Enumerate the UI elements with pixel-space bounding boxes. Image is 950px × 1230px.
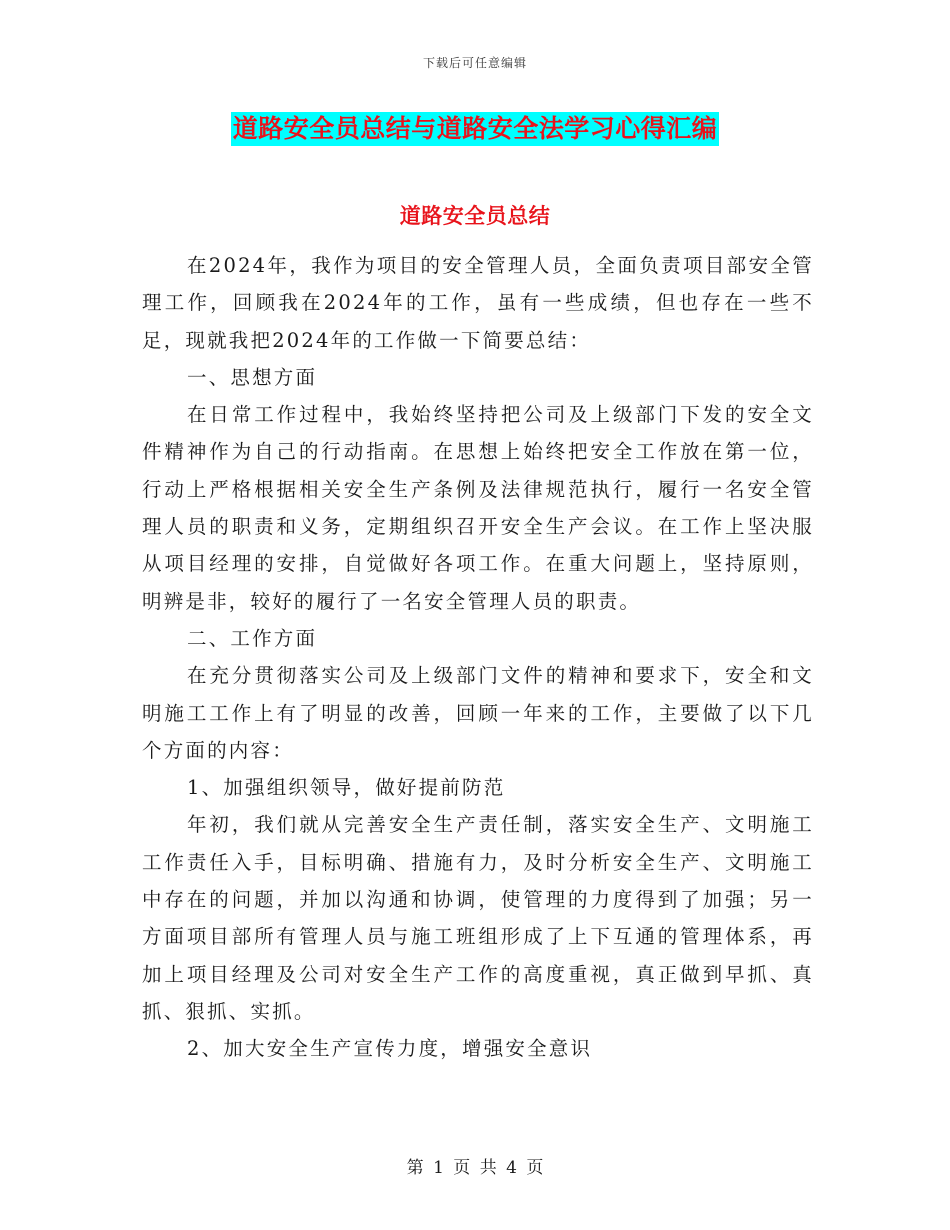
heading-work: 二、工作方面 xyxy=(187,626,318,650)
document-title-container xyxy=(0,112,950,146)
heading-publicity: 2、加大安全生产宣传力度，增强安全意识 xyxy=(187,1037,593,1061)
paragraph-intro: 在2024年，我作为项目的安全管理人员，全面负责项目部安全管理工作，回顾我在2024年的工作，虽有一些成绩，但也存在一些不足，现就我把2024年的工作做一下简要总结： xyxy=(142,254,814,352)
page-number-footer: 第 1 页 共 4 页 xyxy=(406,1158,544,1178)
paragraph-work: 在充分贯彻落实公司及上级部门文件的精神和要求下，安全和文明施工工作上有了明显的改善，回顾一年来的工作，主要做了以下几个方面的内容： xyxy=(142,664,814,762)
page-header-note: 下载后可任意编辑 xyxy=(422,56,527,70)
paragraph-ideology: 在日常工作过程中，我始终坚持把公司及上级部门下发的安全文件精神作为自己的行动指南。在思想上始终把安全工作放在第一位，行动上严格根据相关安全生产条例及法律规范执行，履行一名安全管理人员的职责和义务，定期组织召开安全生产会议。在工作上坚决服从项目经理的安排，自觉做好各项工作。在重大问题上，坚持原则，明辨是非，较好的履行了一名安全管理人员的职责。 xyxy=(142,403,814,613)
heading-organization: 1、加强组织领导，做好提前防范 xyxy=(187,776,506,800)
section-title: 道路安全员总结 xyxy=(399,204,551,228)
document-title: 道路安全员总结与道路安全法学习心得汇编 xyxy=(231,112,720,146)
paragraph-organization: 年初，我们就从完善安全生产责任制，落实安全生产、文明施工工作责任入手，目标明确、措施有力，及时分析安全生产、文明施工中存在的问题，并加以沟通和协调，使管理的力度得到了加强；另一方面项目部所有管理人员与施工班组形成了上下互通的管理体系，再加上项目经理及公司对安全生产工作的高度重视，真正做到早抓、真抓、狠抓、实抓。 xyxy=(142,813,814,1023)
document-body xyxy=(142,247,814,1068)
heading-ideology: 一、思想方面 xyxy=(187,365,318,389)
